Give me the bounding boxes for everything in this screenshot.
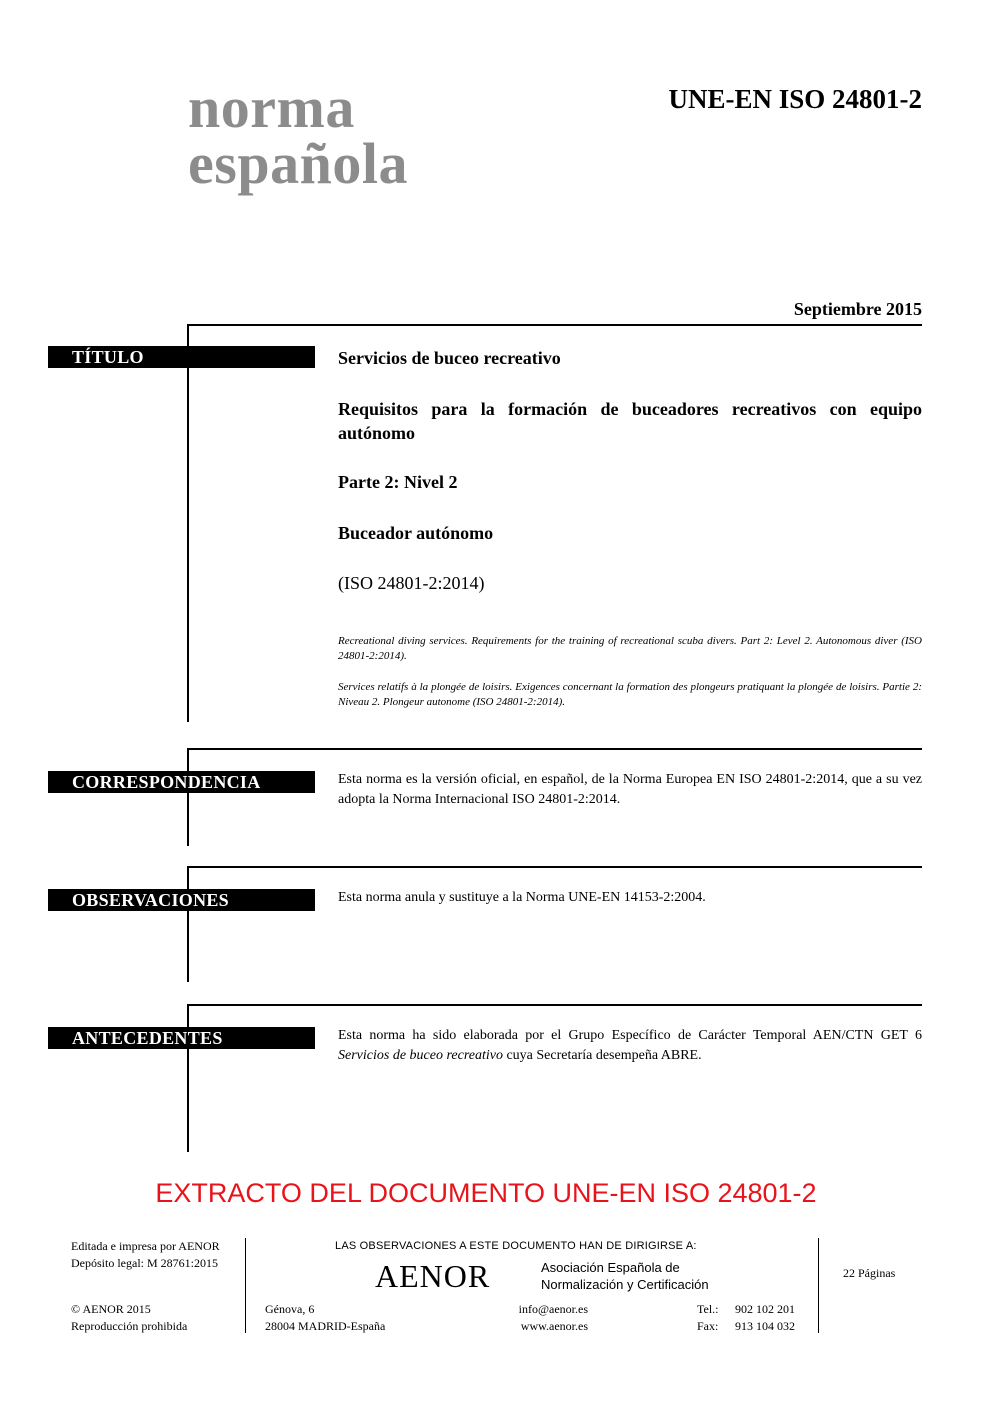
antecedentes-text-start: Esta norma ha sido elaborada por el Grupo Específico de Carácter Temporal AEN/CTN GET 6 <box>338 1028 922 1043</box>
title-main: Servicios de buceo recreativo <box>338 348 561 368</box>
iso-reference: (ISO 24801-2:2014) <box>338 573 485 593</box>
extract-notice: EXTRACTO DEL DOCUMENTO UNE-EN ISO 24801-2 <box>155 1178 817 1208</box>
footer-observations-header: LAS OBSERVACIONES A ESTE DOCUMENTO HAN DE DIRIGIRSE A: <box>335 1240 697 1252</box>
footer-email[interactable]: info@aenor.es <box>518 1302 588 1316</box>
aenor-org-name <box>541 1259 709 1293</box>
correspondencia-text: Esta norma es la versión oficial, en español, de la Norma Europea EN ISO 24801-2:2014, que a su vez adopta la Norma Internacional ISO 24801-2:2014. <box>338 772 922 807</box>
footer-edition-info <box>71 1238 220 1272</box>
section-divider <box>188 748 922 750</box>
footer-tel-value: 902 102 201 <box>735 1302 795 1316</box>
footer-reproduction: Reproducción prohibida <box>71 1319 188 1333</box>
footer-address <box>265 1301 385 1335</box>
footer-divider-left <box>245 1238 246 1333</box>
footer-fax-value: 913 104 032 <box>735 1319 795 1333</box>
footer-fax-label: Fax: <box>697 1319 719 1333</box>
section-label-observaciones: OBSERVACIONES <box>48 889 315 911</box>
footer-edited-by: Editada e impresa por AENOR <box>71 1239 220 1253</box>
footer-phone-labels <box>697 1301 719 1335</box>
footer-address-city: 28004 MADRID-España <box>265 1319 386 1333</box>
aenor-org-line-1: Asociación Española de <box>541 1260 680 1275</box>
antecedentes-text-end: cuya Secretaría desempeña ABRE. <box>502 1048 702 1063</box>
publication-date: Septiembre 2015 <box>793 299 922 319</box>
brand-line-1: norma <box>188 75 355 140</box>
footer-divider-right <box>818 1238 819 1333</box>
footer-page-count: 22 Páginas <box>843 1266 896 1280</box>
brand-title <box>188 75 408 196</box>
footer-phone-values <box>735 1301 795 1335</box>
translation-english: Recreational diving services. Requirements for the training of recreational scuba divers. Part 2: Level 2. Autonomous diver (ISO 24801-2:2014). <box>338 635 922 662</box>
brand-line-2: española <box>188 131 408 196</box>
section-vertical-rule <box>187 866 189 982</box>
antecedentes-committee-name: Servicios de buceo recreativo <box>338 1048 503 1063</box>
aenor-org-line-2: Normalización y Certificación <box>541 1277 709 1292</box>
title-sub: Requisitos para la formación de buceadores recreativos con equipo autónomo <box>338 399 922 443</box>
section-label-correspondencia: CORRESPONDENCIA <box>48 771 315 793</box>
footer-contact-online <box>509 1301 588 1335</box>
footer-copyright-info <box>71 1301 187 1335</box>
title-level-name: Buceador autónomo <box>338 523 494 543</box>
observaciones-text: Esta norma anula y sustituye a la Norma UNE-EN 14153-2:2004. <box>338 890 706 905</box>
section-divider <box>188 324 922 326</box>
section-label-antecedentes: ANTECEDENTES <box>48 1027 315 1049</box>
translation-french: Services relatifs à la plongée de loisirs. Exigences concernant la formation des plongeurs pratiquant la plongée de loisirs. Partie 2: Niveau 2. Plongeur autonome (ISO 24801-2:2014). <box>338 681 922 708</box>
footer-copyright: © AENOR 2015 <box>71 1302 151 1316</box>
section-vertical-rule <box>187 748 189 846</box>
footer-address-street: Génova, 6 <box>265 1302 315 1316</box>
footer-website[interactable]: www.aenor.es <box>520 1319 588 1333</box>
antecedentes-text <box>338 1026 922 1066</box>
footer-legal-deposit: Depósito legal: M 28761:2015 <box>71 1256 218 1270</box>
footer-tel-label: Tel.: <box>697 1302 719 1316</box>
aenor-logo: AENOR <box>375 1258 491 1294</box>
title-part: Parte 2: Nivel 2 <box>338 472 458 492</box>
document-code: UNE-EN ISO 24801-2 <box>668 84 922 114</box>
section-divider <box>188 1004 922 1006</box>
section-label-titulo: TÍTULO <box>48 346 315 368</box>
section-divider <box>188 866 922 868</box>
section-vertical-rule <box>187 324 189 722</box>
